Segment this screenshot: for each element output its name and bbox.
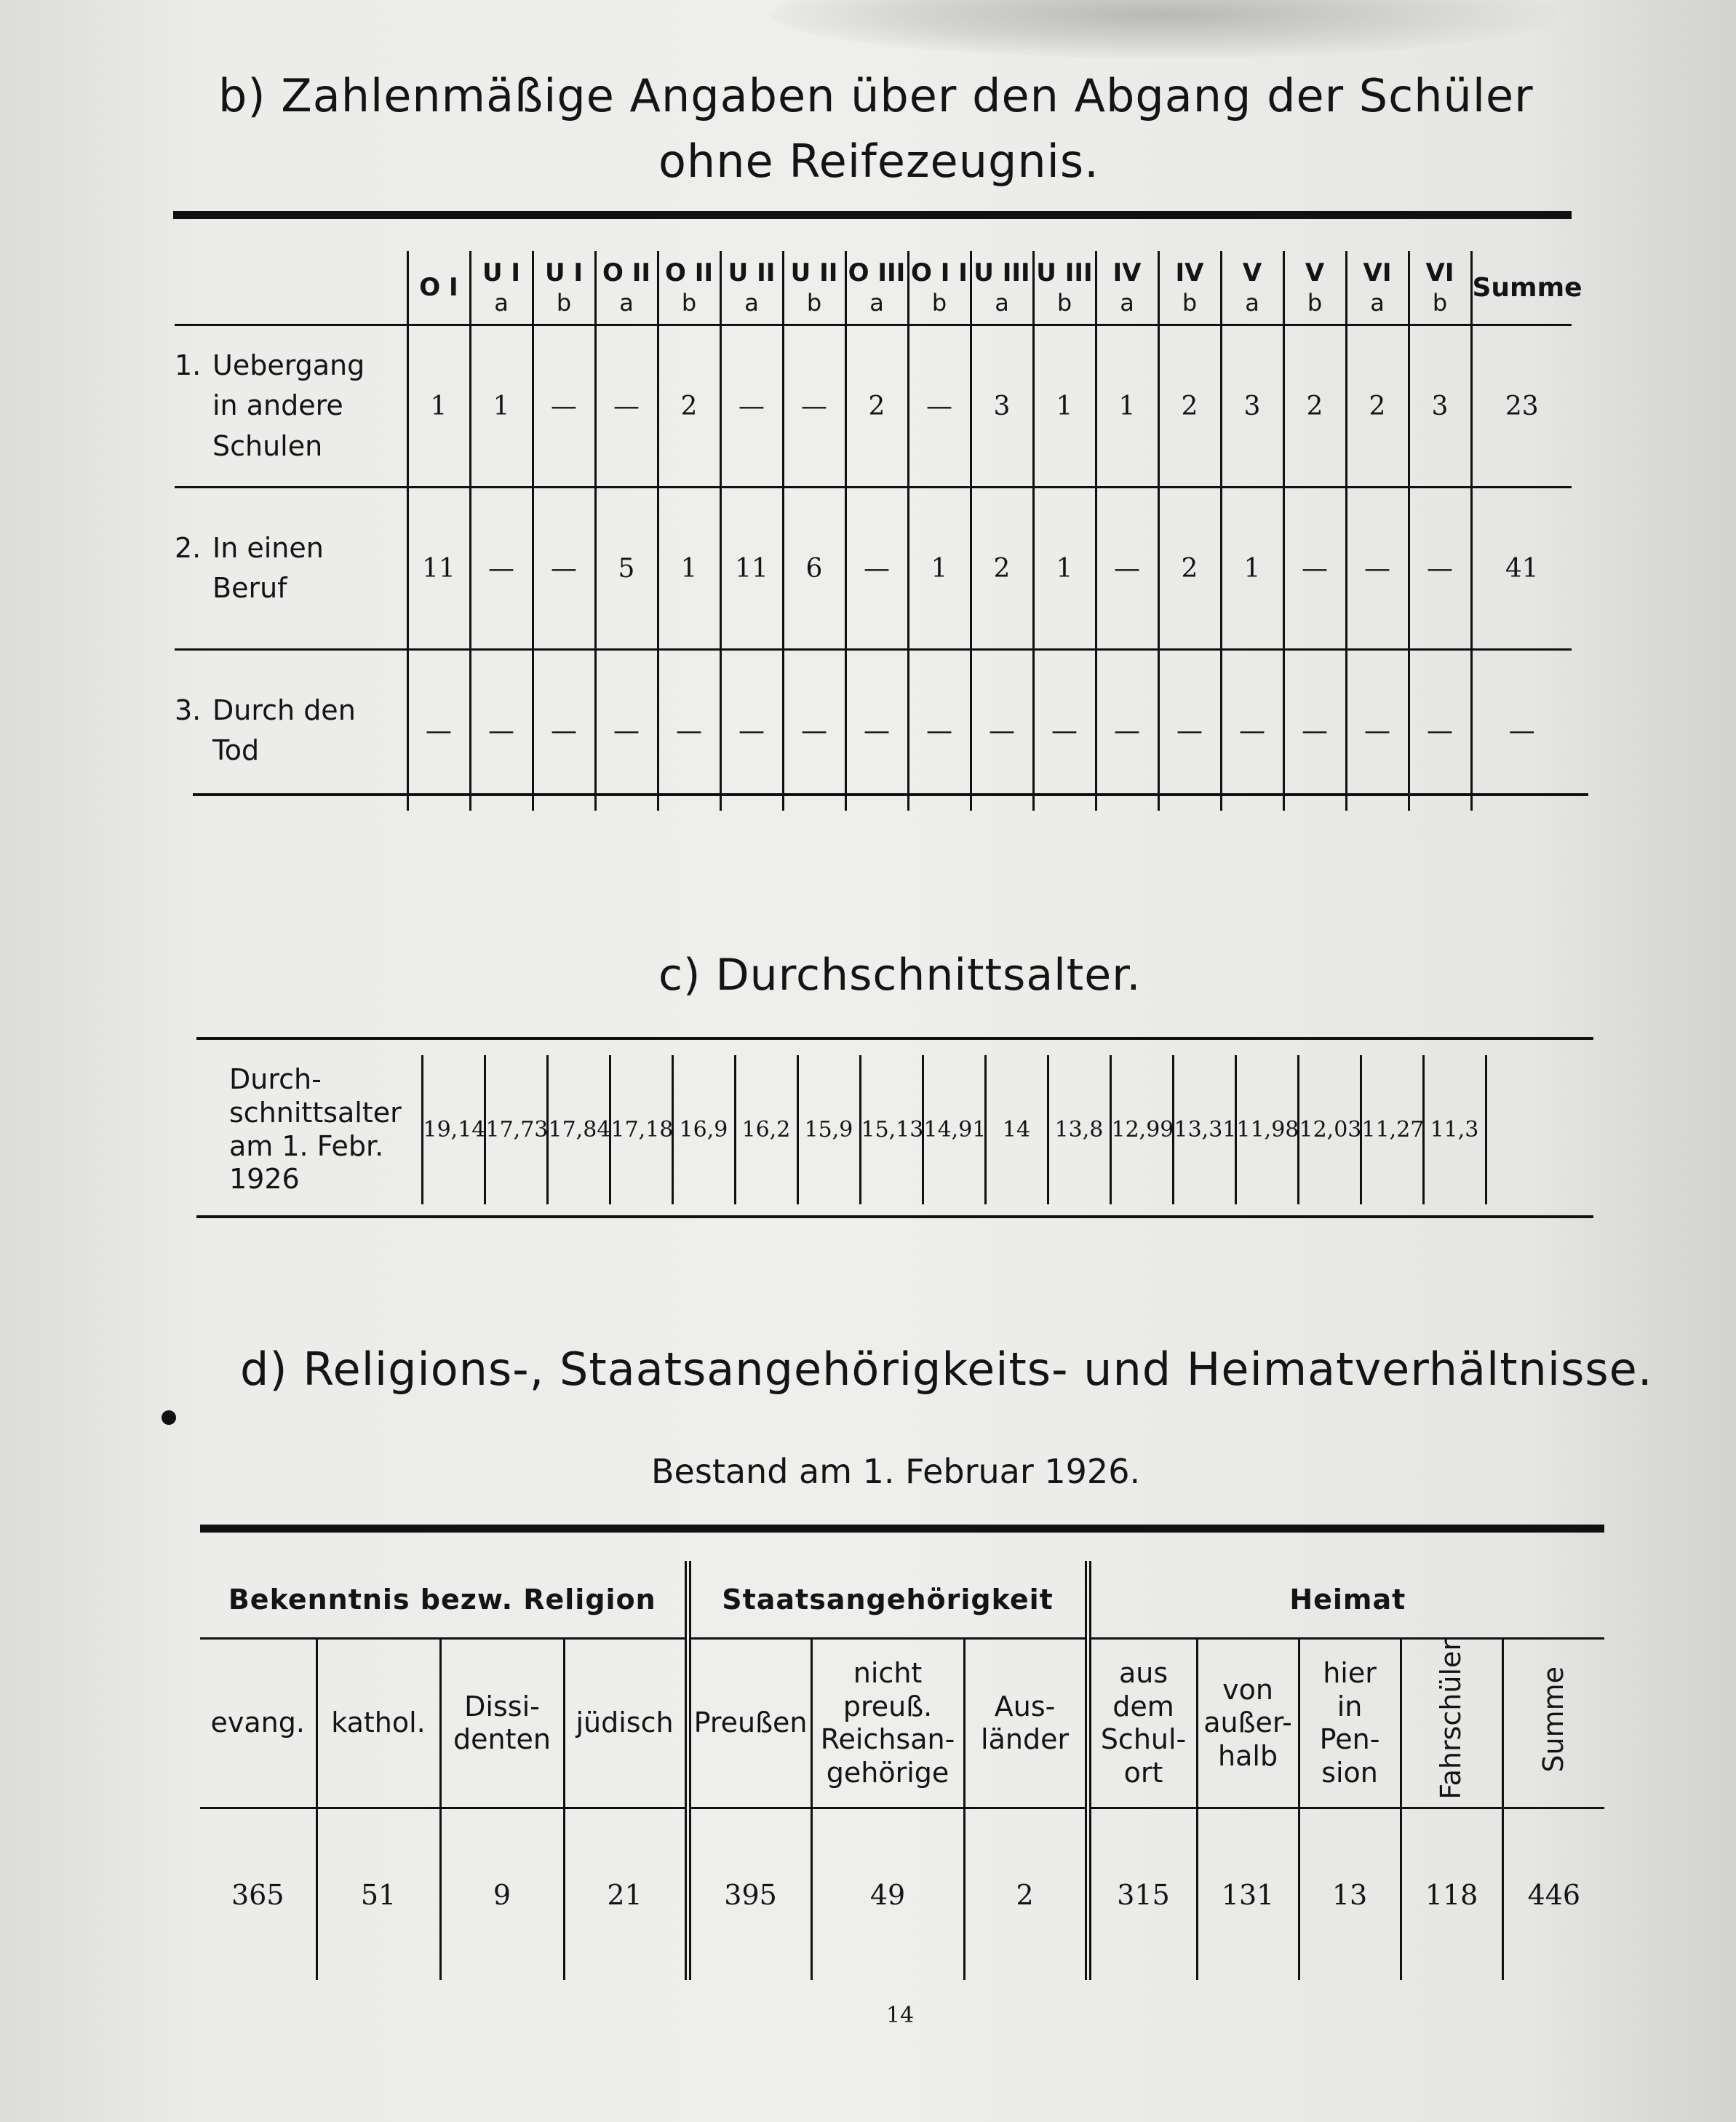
class-name: U II xyxy=(728,258,776,287)
average-age-cell: 16,2 xyxy=(735,1055,797,1204)
count-cell: 2 xyxy=(1158,325,1221,488)
count-cell: 1 xyxy=(1033,325,1096,488)
departure-reason-line xyxy=(175,691,407,731)
average-age-table xyxy=(196,1055,1593,1204)
average-age-cell: 14 xyxy=(985,1055,1048,1204)
row-number: 2. xyxy=(175,531,202,564)
class-name: U II xyxy=(790,258,838,287)
departure-reason-line xyxy=(175,528,407,568)
count-cell: — xyxy=(595,650,658,811)
column-header-line: dem xyxy=(1112,1690,1174,1722)
count-cell: 1 xyxy=(1033,488,1096,650)
column-header-line: in xyxy=(1337,1690,1363,1722)
column-header xyxy=(440,1639,564,1808)
average-age-label-line: am 1. Febr. xyxy=(229,1129,384,1162)
column-header-line: denten xyxy=(453,1723,551,1756)
class-column-header xyxy=(1346,251,1409,325)
class-name: U I xyxy=(482,258,521,287)
value-cell: 365 xyxy=(200,1808,316,1981)
column-header-line: ort xyxy=(1123,1756,1163,1789)
count-cell: — xyxy=(1346,488,1409,650)
average-age-label-line: schnittsalter xyxy=(229,1096,402,1129)
reason-text: Tod xyxy=(212,734,260,766)
reason-text: In einen xyxy=(212,531,324,564)
departure-reason-line xyxy=(175,346,407,386)
average-age-cell: 14,91 xyxy=(923,1055,985,1204)
average-age-cell: 16,9 xyxy=(672,1055,735,1204)
count-cell: — xyxy=(845,488,908,650)
class-column-header xyxy=(1158,251,1221,325)
class-division: b xyxy=(1307,289,1323,317)
count-cell: — xyxy=(533,650,595,811)
class-column-header xyxy=(720,251,783,325)
count-cell: — xyxy=(595,325,658,488)
value-row xyxy=(200,1808,1604,1981)
class-division: a xyxy=(1120,289,1134,317)
column-header-line: evang. xyxy=(210,1706,305,1739)
class-division: a xyxy=(1370,289,1385,317)
class-name: U I xyxy=(544,258,584,287)
section-d-subtitle: Bestand am 1. Februar 1926. xyxy=(651,1452,1141,1491)
average-age-cell: 11,27 xyxy=(1361,1055,1423,1204)
departure-reason xyxy=(175,488,407,650)
count-cell: — xyxy=(1409,488,1471,650)
departure-reason xyxy=(175,325,407,488)
column-header-line: nicht xyxy=(853,1657,923,1689)
average-age-cell: 12,03 xyxy=(1298,1055,1361,1204)
average-age-cell: 13,8 xyxy=(1048,1055,1110,1204)
class-name: O II xyxy=(664,258,714,287)
row-number: 1. xyxy=(175,349,202,382)
count-cell: 11 xyxy=(720,488,783,650)
count-cell: 3 xyxy=(1221,325,1283,488)
column-header-line: hier xyxy=(1323,1657,1377,1689)
column-header-line: außer- xyxy=(1203,1706,1292,1739)
column-header-line: gehörige xyxy=(826,1756,949,1789)
value-cell: 13 xyxy=(1299,1808,1401,1981)
section-b-title-line2: ohne Reifezeugnis. xyxy=(658,135,1099,188)
column-header-line: Aus- xyxy=(994,1690,1056,1722)
count-cell: 1 xyxy=(658,488,720,650)
departure-row xyxy=(175,650,1572,811)
count-cell: — xyxy=(971,650,1033,811)
count-cell: — xyxy=(1346,650,1409,811)
column-header xyxy=(1197,1639,1299,1808)
reason-text: Beruf xyxy=(212,572,287,604)
column-header xyxy=(811,1639,964,1808)
sum-cell: — xyxy=(1471,650,1572,811)
column-header-line: Preußen xyxy=(693,1706,808,1739)
average-age-cell: 12,99 xyxy=(1110,1055,1173,1204)
class-name: O III xyxy=(848,258,906,287)
count-cell: 5 xyxy=(595,488,658,650)
class-division: b xyxy=(681,289,697,317)
column-header-line: kathol. xyxy=(331,1706,426,1739)
religion-citizenship-table xyxy=(200,1561,1604,1980)
column-header-text: Summe xyxy=(1537,1666,1570,1773)
value-cell: 118 xyxy=(1401,1808,1502,1981)
column-header-line: preuß. xyxy=(843,1690,933,1722)
class-column-header xyxy=(908,251,971,325)
sum-column-header: Summe xyxy=(1471,251,1572,325)
column-header-line: Reichsan- xyxy=(820,1723,955,1756)
row-number: 3. xyxy=(175,694,202,726)
count-cell: — xyxy=(1283,650,1346,811)
column-header-line: länder xyxy=(981,1723,1070,1756)
group-header-row xyxy=(200,1561,1604,1639)
count-cell: — xyxy=(783,325,845,488)
sum-cell: 41 xyxy=(1471,488,1572,650)
class-name: V xyxy=(1305,258,1325,287)
class-column-header xyxy=(1409,251,1471,325)
class-name: O I xyxy=(419,272,458,302)
value-cell: 49 xyxy=(811,1808,964,1981)
value-cell: 2 xyxy=(964,1808,1088,1981)
column-header-row xyxy=(200,1639,1604,1808)
count-cell: — xyxy=(1283,488,1346,650)
class-division: a xyxy=(995,289,1009,317)
count-cell: 3 xyxy=(971,325,1033,488)
class-column-header xyxy=(533,251,595,325)
count-cell: — xyxy=(908,325,971,488)
count-cell: 2 xyxy=(971,488,1033,650)
average-age-cell: 17,84 xyxy=(547,1055,610,1204)
section-c-title: c) Durchschnittsalter. xyxy=(658,950,1142,1001)
class-division: a xyxy=(494,289,509,317)
class-name: U III xyxy=(973,258,1030,287)
count-cell: — xyxy=(533,325,595,488)
departure-header-row xyxy=(175,251,1572,325)
section-b-top-rule xyxy=(173,211,1572,219)
reason-text: Durch den xyxy=(212,694,356,726)
count-cell: — xyxy=(720,325,783,488)
section-d-title: d) Religions-, Staatsangehörigkeits- und Heimatverhältnisse. xyxy=(240,1343,1653,1396)
departure-reason-line xyxy=(175,568,407,608)
average-age-cell: 15,13 xyxy=(860,1055,923,1204)
average-age-cell: 11,3 xyxy=(1423,1055,1486,1204)
group-citizenship: Staatsangehörigkeit xyxy=(688,1561,1088,1639)
count-cell: — xyxy=(908,650,971,811)
class-division: b xyxy=(1432,289,1448,317)
count-cell: — xyxy=(845,650,908,811)
column-header xyxy=(1299,1639,1401,1808)
column-header-line: Schul- xyxy=(1100,1723,1187,1756)
class-column-header xyxy=(407,251,470,325)
count-cell: — xyxy=(1158,650,1221,811)
departure-row xyxy=(175,325,1572,488)
column-header xyxy=(564,1639,688,1808)
average-age-cell: 17,18 xyxy=(610,1055,672,1204)
count-cell: 6 xyxy=(783,488,845,650)
count-cell: — xyxy=(1096,488,1158,650)
departure-table xyxy=(175,251,1582,811)
count-cell: — xyxy=(533,488,595,650)
class-division: b xyxy=(1182,289,1198,317)
column-header-line: jüdisch xyxy=(576,1706,674,1739)
count-cell: 2 xyxy=(1283,325,1346,488)
reason-text: Schulen xyxy=(212,429,323,462)
departure-reason-line xyxy=(175,731,407,771)
class-column-header xyxy=(658,251,720,325)
section-c-top-rule xyxy=(196,1037,1593,1040)
group-religion: Bekenntnis bezw. Religion xyxy=(228,1583,656,1616)
class-division: a xyxy=(869,289,884,317)
column-header xyxy=(316,1639,440,1808)
reason-text: in andere xyxy=(212,389,343,422)
average-age-label-line: 1926 xyxy=(229,1163,300,1196)
average-age-label-line: Durch- xyxy=(229,1063,322,1096)
class-division: b xyxy=(1056,289,1072,317)
section-c-bottom-rule xyxy=(196,1215,1593,1218)
count-cell: — xyxy=(470,488,533,650)
average-age-row xyxy=(196,1055,1593,1204)
class-name: VI xyxy=(1425,258,1454,287)
count-cell: 2 xyxy=(1158,488,1221,650)
page-number: 14 xyxy=(886,2003,915,2028)
class-column-header xyxy=(783,251,845,325)
value-cell: 395 xyxy=(688,1808,811,1981)
departure-reason xyxy=(175,650,407,811)
class-division: a xyxy=(619,289,634,317)
count-cell: 2 xyxy=(845,325,908,488)
count-cell: — xyxy=(720,650,783,811)
class-name: VI xyxy=(1363,258,1392,287)
ink-spot xyxy=(162,1410,176,1425)
class-name: IV xyxy=(1112,258,1142,287)
reason-text: Uebergang xyxy=(212,349,365,382)
count-cell: 1 xyxy=(470,325,533,488)
average-age-empty-cell xyxy=(1486,1055,1593,1204)
column-header-line: sion xyxy=(1321,1756,1378,1789)
column-header-text: Fahrschüler xyxy=(1435,1640,1468,1800)
count-cell: — xyxy=(407,650,470,811)
class-column-header xyxy=(1283,251,1346,325)
average-age-cell: 19,14 xyxy=(422,1055,485,1204)
count-cell: 1 xyxy=(908,488,971,650)
class-division: b xyxy=(806,289,822,317)
count-cell: — xyxy=(1221,650,1283,811)
departure-reason-line xyxy=(175,386,407,426)
column-header-line: Pen- xyxy=(1319,1723,1380,1756)
value-cell: 446 xyxy=(1502,1808,1604,1981)
class-column-header xyxy=(1033,251,1096,325)
count-cell: 2 xyxy=(1346,325,1409,488)
count-cell: 2 xyxy=(658,325,720,488)
class-column-header xyxy=(971,251,1033,325)
value-cell: 51 xyxy=(316,1808,440,1981)
count-cell: 3 xyxy=(1409,325,1471,488)
column-header-line: Dissi- xyxy=(464,1690,540,1722)
class-name: O II xyxy=(602,258,651,287)
count-cell: — xyxy=(658,650,720,811)
value-cell: 315 xyxy=(1088,1808,1197,1981)
count-cell: — xyxy=(1033,650,1096,811)
departure-reason-line xyxy=(175,426,407,466)
average-age-label xyxy=(196,1055,422,1204)
count-cell: 11 xyxy=(407,488,470,650)
section-d-top-rule xyxy=(200,1525,1604,1533)
column-header xyxy=(964,1639,1088,1808)
count-cell: 1 xyxy=(1096,325,1158,488)
class-division: b xyxy=(931,289,947,317)
value-cell: 131 xyxy=(1197,1808,1299,1981)
header-corner xyxy=(175,251,407,325)
column-header-line: aus xyxy=(1118,1657,1168,1689)
group-home: Heimat xyxy=(1088,1561,1604,1639)
average-age-cell: 11,98 xyxy=(1235,1055,1298,1204)
class-name: V xyxy=(1242,258,1262,287)
count-cell: — xyxy=(1409,650,1471,811)
column-header xyxy=(688,1639,811,1808)
count-cell: 1 xyxy=(1221,488,1283,650)
class-column-header xyxy=(845,251,908,325)
column-header xyxy=(1088,1639,1197,1808)
class-name: U III xyxy=(1036,258,1093,287)
class-column-header xyxy=(595,251,658,325)
departure-row xyxy=(175,488,1572,650)
class-name: O I I xyxy=(911,258,968,287)
value-cell: 21 xyxy=(564,1808,688,1981)
sum-cell: 23 xyxy=(1471,325,1572,488)
column-header-line: von xyxy=(1222,1673,1273,1706)
class-division: a xyxy=(1245,289,1259,317)
column-header xyxy=(1401,1639,1502,1808)
count-cell: — xyxy=(470,650,533,811)
column-header xyxy=(200,1639,316,1808)
average-age-cell: 15,9 xyxy=(797,1055,860,1204)
average-age-cell: 13,31 xyxy=(1173,1055,1235,1204)
class-division: a xyxy=(744,289,759,317)
class-column-header xyxy=(1096,251,1158,325)
class-column-header xyxy=(470,251,533,325)
column-header-line: halb xyxy=(1218,1739,1278,1772)
value-cell: 9 xyxy=(440,1808,564,1981)
class-column-header xyxy=(1221,251,1283,325)
section-b-bottom-rule xyxy=(193,793,1588,796)
count-cell: — xyxy=(1096,650,1158,811)
class-name: IV xyxy=(1175,258,1204,287)
average-age-cell: 17,73 xyxy=(485,1055,547,1204)
count-cell: — xyxy=(783,650,845,811)
section-b-title-line1: b) Zahlenmäßige Angaben über den Abgang der Schüler xyxy=(218,69,1534,122)
count-cell: 1 xyxy=(407,325,470,488)
column-header xyxy=(1502,1639,1604,1808)
class-division: b xyxy=(556,289,572,317)
